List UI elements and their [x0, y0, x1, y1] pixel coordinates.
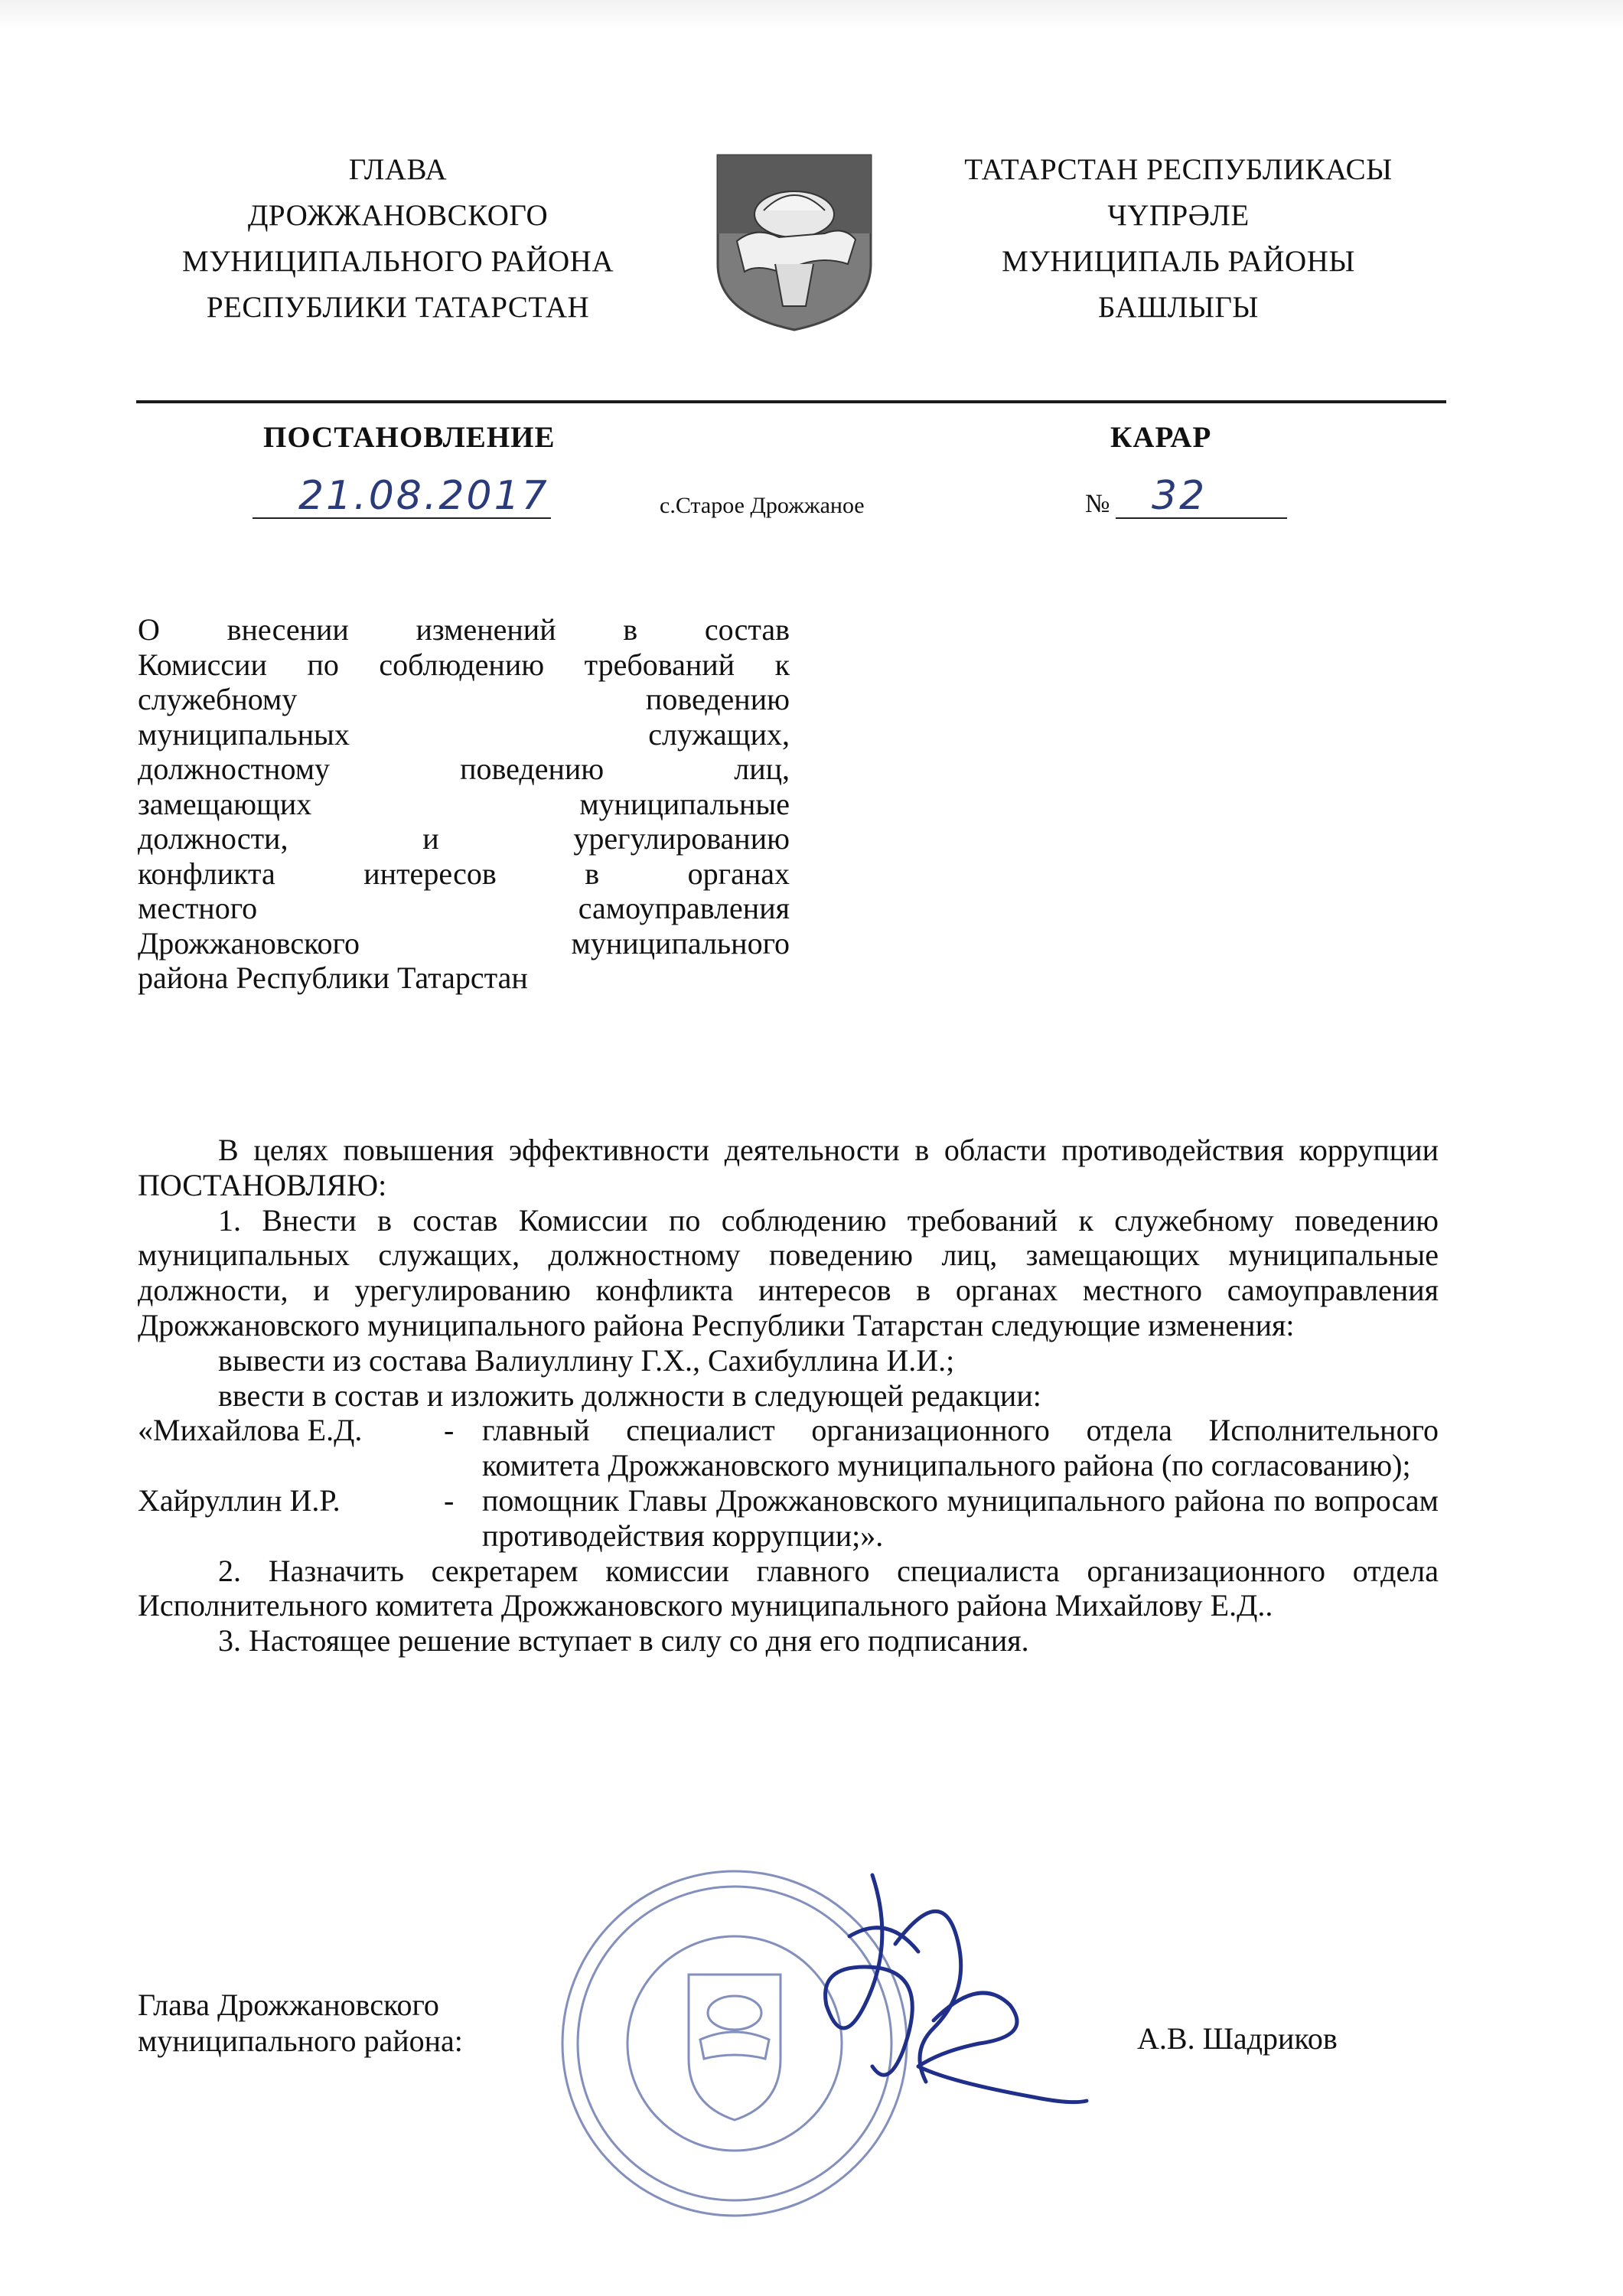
header-left-line: МУНИЦИПАЛЬНОГО РАЙОНА	[182, 245, 614, 278]
signatory-position	[138, 1987, 463, 2059]
member-row	[138, 1413, 1439, 1483]
subject-line: должностному поведению лиц,	[138, 752, 790, 786]
member-role: главный специалист организационного отдела Исполнительного комитета Дрожжановского муниципального района (по согласованию);	[482, 1413, 1439, 1483]
subject-line: Дрожжановского муниципального	[138, 925, 790, 960]
document-place: с.Старое Дрожжаное	[660, 493, 865, 518]
item-2: 2. Назначить секретарем комиссии главного специалиста организационного отдела Исполнительного комитета Дрожжановского муниципального района Михайлову Е.Д..	[138, 1553, 1439, 1623]
subject-line: местного самоуправления	[138, 891, 790, 925]
document-type-russian: ПОСТАНОВЛЕНИЕ	[263, 421, 556, 454]
subject-line: Комиссии по соблюдению требований к	[138, 647, 790, 682]
preamble: В целях повышения эффективности деятельности в области противодействия коррупции ПОСТАНОВЛЯЮ:	[138, 1133, 1439, 1202]
coat-of-arms-emblem	[710, 149, 878, 333]
document-number: 32	[1152, 473, 1207, 519]
remove-members: вывести из состава Валиуллину Г.Х., Сахибуллина И.И.;	[218, 1342, 955, 1378]
scan-shadow	[0, 0, 1623, 31]
handwritten-signature	[781, 1852, 1102, 2128]
signatory-name: А.В. Шадриков	[1137, 2021, 1338, 2056]
subject-line: конфликта интересов в органах	[138, 856, 790, 891]
member-dash: -	[444, 1413, 455, 1448]
member-row	[138, 1483, 1439, 1554]
number-label: №	[1085, 490, 1110, 518]
document-body	[138, 1133, 1439, 1658]
item-3: 3. Настоящее решение вступает в силу со дня его подписания.	[218, 1623, 1029, 1658]
member-name: Хайруллин И.Р.	[138, 1482, 341, 1518]
subject-line: замещающих муниципальные	[138, 786, 790, 821]
member-role: помощник Главы Дрожжановского муниципального района по вопросам противодействия коррупции;».	[482, 1482, 1439, 1553]
item-1: 1. Внести в состав Комиссии по соблюдению требований к служебному поведению муниципальных служащих, должностному поведению лиц, замещающих муниципальные должности, и урегулированию конфликта интересов в органах местного самоуправления Дрожжановского муниципального района Республики Татарстан следующие изменения:	[138, 1202, 1439, 1342]
add-members: ввести в состав и изложить должности в следующей редакции:	[218, 1378, 1041, 1413]
header-right-line: ТАТАРСТАН РЕСПУБЛИКАСЫ	[964, 153, 1393, 186]
document-type-tatar: КАРАР	[1110, 421, 1212, 454]
header-left-line: РЕСПУБЛИКИ ТАТАРСТАН	[206, 291, 590, 324]
subject-line: района Республики Татарстан	[138, 960, 528, 995]
header-right-line: ЧҮПРӘЛЕ	[1107, 199, 1250, 232]
subject-line: служебному поведению	[138, 682, 790, 716]
header-left-line: ГЛАВА	[348, 153, 448, 186]
document-subject	[138, 612, 790, 996]
member-dash: -	[444, 1482, 455, 1518]
subject-line: муниципальных служащих,	[138, 716, 790, 752]
header-right-line: МУНИЦИПАЛЬ РАЙОНЫ	[1002, 245, 1355, 278]
members-table	[138, 1413, 1439, 1553]
document-date: 21.08.2017	[298, 473, 549, 519]
member-name: «Михайлова Е.Д.	[138, 1413, 363, 1448]
header-left-russian	[145, 147, 650, 331]
signatory-position-line: муниципального района:	[138, 2024, 463, 2058]
header-right-tatar	[918, 147, 1439, 331]
header-divider	[136, 400, 1446, 403]
subject-line: О внесении изменений в состав	[138, 612, 790, 647]
signatory-position-line: Глава Дрожжановского	[138, 1988, 439, 2022]
header-left-line: ДРОЖЖАНОВСКОГО	[247, 199, 549, 232]
header-right-line: БАШЛЫГЫ	[1098, 291, 1259, 324]
subject-line: должности, и урегулированию	[138, 821, 790, 856]
